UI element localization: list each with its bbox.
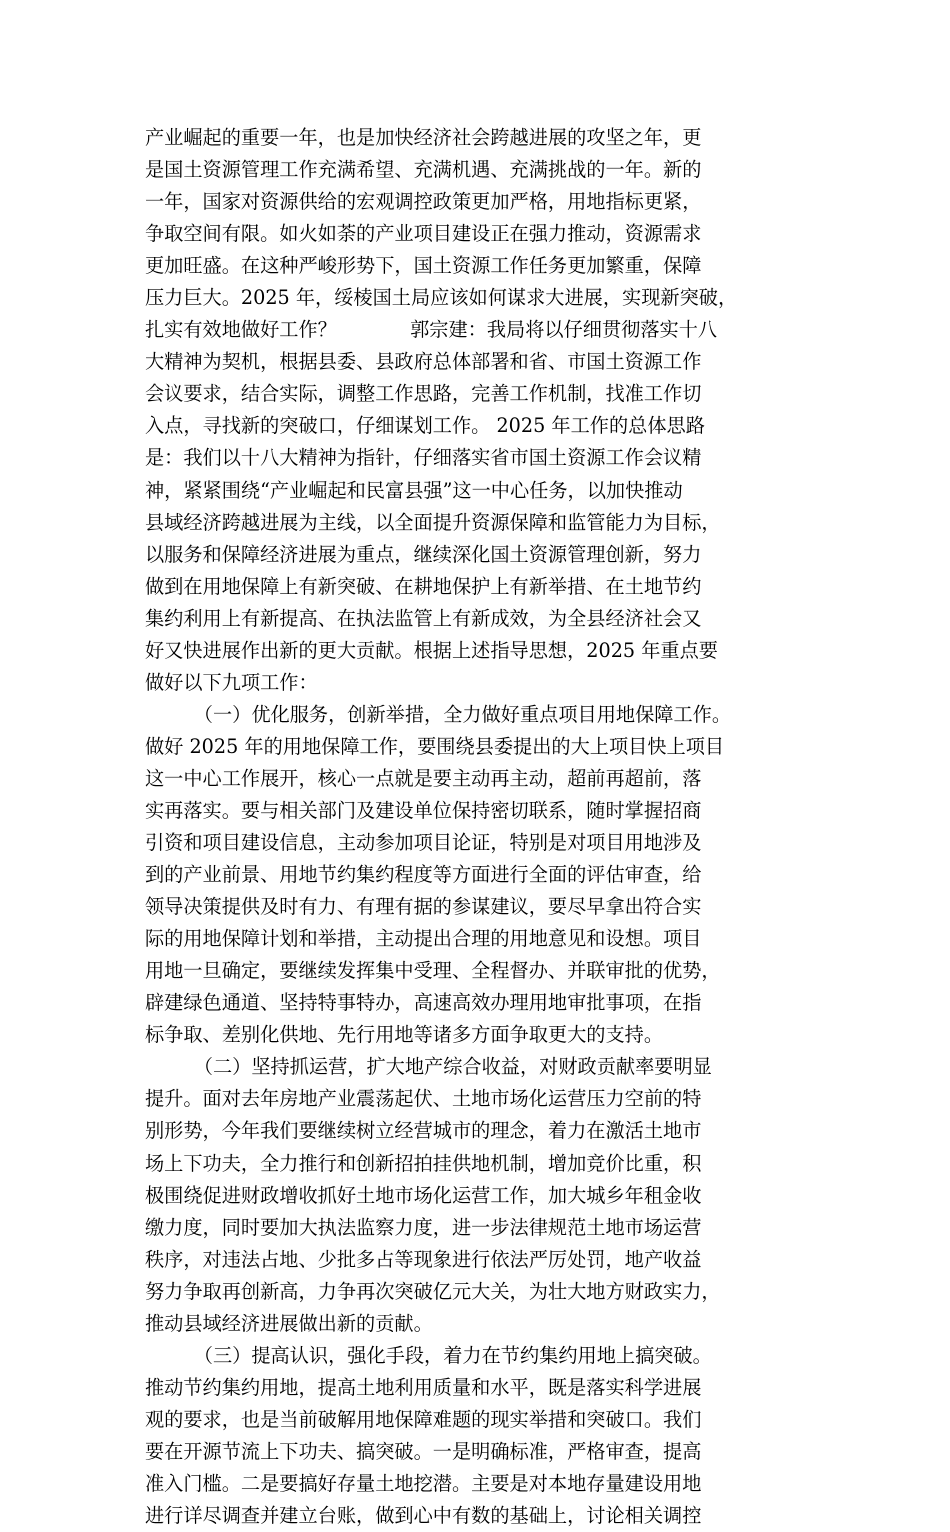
text-line: 场上下功夫，全力推行和创新招拍挂供地机制，增加竞价比重，积 bbox=[145, 1151, 702, 1175]
text-line: 要在开源节流上下功夫、搞突破。一是明确标准，严格审查，提高 bbox=[145, 1439, 702, 1463]
text-line: 标争取、差别化供地、先行用地等诸多方面争取更大的支持。 bbox=[145, 1023, 664, 1047]
text-line: 努力争取再创新高，力争再次突破亿元大关，为壮大地方财政实力， bbox=[145, 1279, 721, 1303]
text-line: 推动县域经济进展做出新的贡献。 bbox=[145, 1311, 433, 1335]
text-line: 准入门槛。二是要搞好存量土地挖潜。主要是对本地存量建设用地 bbox=[145, 1471, 702, 1495]
text-line: 争取空间有限。如火如荼的产业项目建设正在强力推动，资源需求 bbox=[145, 222, 702, 246]
paragraph-heading-3: （三）提高认识，强化手段，着力在节约集约用地上搞突破。 bbox=[145, 1343, 712, 1367]
text-line: 实再落实。要与相关部门及建设单位保持密切联系，随时掌握招商 bbox=[145, 798, 702, 822]
text-line: 这一中心工作展开，核心一点就是要主动再主动，超前再超前，落 bbox=[145, 766, 702, 790]
text-line: 压力巨大。2025 年，绥棱国土局应该如何谋求大进展，实现新突破， bbox=[145, 286, 738, 310]
text-line: 神，紧紧围绕“产业崛起和民富县强”这一中心任务，以加快推动 bbox=[145, 478, 683, 502]
text-line: 极围绕促进财政增收抓好土地市场化运营工作，加大城乡年租金收 bbox=[145, 1183, 702, 1207]
text-line: 一年，国家对资源供给的宏观调控政策更加严格，用地指标更紧， bbox=[145, 190, 702, 214]
text-line: 到的产业前景、用地节约集约程度等方面进行全面的评估审查，给 bbox=[145, 863, 702, 887]
paragraph-heading-2: （二）坚持抓运营，扩大地产综合收益，对财政贡献率要明显 bbox=[145, 1055, 712, 1079]
paragraph-heading-1: （一）优化服务，创新举措，全力做好重点项目用地保障工作。 bbox=[145, 702, 732, 726]
text-line: 际的用地保障计划和举措，主动提出合理的用地意见和设想。项目 bbox=[145, 927, 702, 951]
text-line: 进行详尽调查并建立台账，做到心中有数的基础上，讨论相关调控 bbox=[145, 1504, 702, 1528]
text-line: 秩序，对违法占地、少批多占等现象进行依法严厉处罚，地产收益 bbox=[145, 1247, 702, 1271]
text-line: 推动节约集约用地，提高土地利用质量和水平，既是落实科学进展 bbox=[145, 1375, 702, 1399]
text-line: 是：我们以十八大精神为指针，仔细落实省市国土资源工作会议精 bbox=[145, 446, 702, 470]
text-line: 以服务和保障经济进展为重点，继续深化国土资源管理创新，努力 bbox=[145, 542, 702, 566]
text-line: 缴力度，同时要加大执法监察力度，进一步法律规范土地市场运营 bbox=[145, 1215, 702, 1239]
text-line: 做到在用地保障上有新突破、在耕地保护上有新举措、在土地节约 bbox=[145, 574, 702, 598]
text-line: 别形势，今年我们要继续树立经营城市的理念，着力在激活土地市 bbox=[145, 1119, 702, 1143]
text-line: 引资和项目建设信息，主动参加项目论证，特别是对项目用地涉及 bbox=[145, 831, 702, 855]
text-line: 提升。面对去年房地产业震荡起伏、土地市场化运营压力空前的特 bbox=[145, 1087, 702, 1111]
text-line: 好又快进展作出新的更大贡献。根据上述指导思想，2025 年重点要 bbox=[145, 638, 718, 662]
text-line: 集约利用上有新提高、在执法监管上有新成效，为全县经济社会又 bbox=[145, 606, 702, 630]
text-line: 更加旺盛。在这种严峻形势下，国土资源工作任务更加繁重，保障 bbox=[145, 254, 702, 278]
body-text bbox=[145, 122, 810, 1532]
text-line: 做好以下九项工作： bbox=[145, 670, 318, 694]
text-line: 辟建绿色通道、坚持特事特办，高速高效办理用地审批事项，在指 bbox=[145, 991, 702, 1015]
text-line: 做好 2025 年的用地保障工作，要围绕县委提出的大上项目快上项目 bbox=[145, 734, 725, 758]
text-line: 用地一旦确定，要继续发挥集中受理、全程督办、并联审批的优势， bbox=[145, 959, 721, 983]
text-line: 领导决策提供及时有力、有理有据的参谋建议，要尽早拿出符合实 bbox=[145, 895, 702, 919]
text-line: 县域经济跨越进展为主线，以全面提升资源保障和监管能力为目标， bbox=[145, 510, 721, 534]
text-line: 入点，寻找新的突破口，仔细谋划工作。 2025 年工作的总体思路 bbox=[145, 414, 705, 438]
text-line: 产业崛起的重要一年，也是加快经济社会跨越进展的攻坚之年，更 bbox=[145, 126, 702, 149]
text-line: 是国土资源管理工作充满希望、充满机遇、充满挑战的一年。新的 bbox=[145, 158, 702, 182]
text-line: 会议要求，结合实际，调整工作思路，完善工作机制，找准工作切 bbox=[145, 382, 702, 406]
text-line: 扎实有效地做好工作？ 郭宗建：我局将以仔细贯彻落实十八 bbox=[145, 318, 718, 342]
text-line: 观的要求，也是当前破解用地保障难题的现实举措和突破口。我们 bbox=[145, 1407, 702, 1431]
text-line: 大精神为契机，根据县委、县政府总体部署和省、市国土资源工作 bbox=[145, 350, 702, 374]
